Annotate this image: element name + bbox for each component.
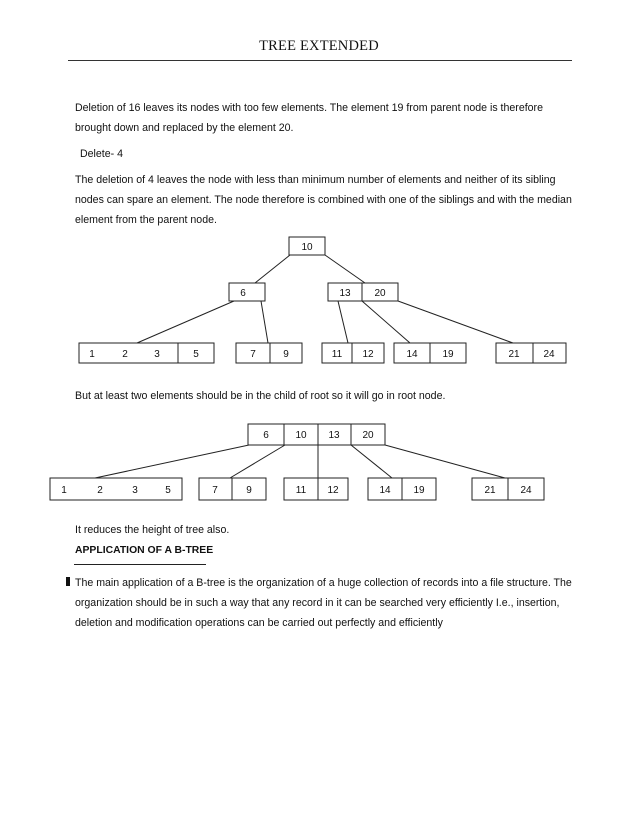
tree2-leaf-11-12 — [284, 478, 348, 500]
tree1-node-13-20 — [328, 283, 398, 301]
paragraph-height-reduction: It reduces the height of tree also. — [75, 524, 230, 536]
tree1-leaf-key-24: 24 — [543, 349, 555, 360]
tree2-leaf-1-2-3-5 — [50, 478, 182, 500]
tree1-leaf-key-1: 1 — [89, 349, 95, 360]
tree2-edge-leaf2 — [230, 445, 285, 478]
tree1-root-key: 10 — [301, 242, 313, 253]
tree2-edge-leaf5 — [385, 445, 505, 478]
tree1-leaf-7-9 — [236, 343, 302, 363]
tree1-leaf-key-3: 3 — [154, 349, 160, 360]
tree2-leaf-key-11: 11 — [295, 485, 307, 496]
bullet-marker-icon — [66, 577, 70, 586]
btree-diagram-1 — [0, 230, 638, 370]
tree2-root-key-10: 10 — [295, 430, 307, 441]
tree2-edge-leaf1 — [95, 445, 249, 478]
tree2-leaf-key-3: 3 — [132, 485, 138, 496]
tree2-leaf-key-9: 9 — [246, 485, 252, 496]
tree1-leaf-key-5: 5 — [193, 349, 199, 360]
tree2-leaf-key-1: 1 — [61, 485, 67, 496]
tree1-node-key-20: 20 — [374, 288, 386, 299]
application-paragraph: The main application of a B-tree is the organization of a huge collection of records into a file structure. The organization should be in such a way that any record in it can be searched very efficiently I.e., insertion, deletion and modification operations can be carried out perfectly and efficiently — [75, 577, 572, 629]
tree1-node-6-key: 6 — [240, 288, 246, 299]
paragraph-delete-4: Delete- 4 — [80, 148, 123, 160]
tree1-leaf-key-2: 2 — [122, 349, 128, 360]
tree2-leaf-7-9 — [199, 478, 266, 500]
tree1-leaf-1-2-3-5 — [79, 343, 214, 363]
paragraph-deletion-4-explanation: The deletion of 4 leaves the node with less than minimum number of elements and neither of its sibling nodes can spare an element. The node therefore is combined with one of the siblings and with the median element from the parent node. — [75, 174, 572, 226]
tree1-edge-13-leaf3 — [338, 301, 348, 343]
tree2-leaf-key-21: 21 — [484, 485, 496, 496]
tree1-leaf-key-12: 12 — [362, 349, 374, 360]
tree1-edge-root-right — [325, 255, 365, 283]
tree2-leaf-key-5: 5 — [165, 485, 171, 496]
tree1-leaf-key-19: 19 — [442, 349, 454, 360]
tree1-leaf-11-12 — [322, 343, 384, 363]
application-heading: APPLICATION OF A B-TREE — [75, 545, 214, 556]
tree2-root-key-13: 13 — [328, 430, 340, 441]
tree1-edge-root-left — [255, 255, 290, 283]
paragraph-root-merge: But at least two elements should be in the child of root so it will go in root node. — [75, 390, 446, 402]
tree1-leaf-14-19 — [394, 343, 466, 363]
application-heading-rule — [74, 564, 206, 565]
tree1-edge-20-leaf4 — [362, 301, 410, 343]
tree1-leaf-key-9: 9 — [283, 349, 289, 360]
tree1-leaf-21-24 — [496, 343, 566, 363]
tree2-leaf-21-24 — [472, 478, 544, 500]
tree2-root-key-6: 6 — [263, 430, 269, 441]
tree1-edge-20-leaf5 — [398, 301, 513, 343]
tree1-leaf-key-21: 21 — [508, 349, 520, 360]
tree1-root-node — [289, 237, 325, 255]
tree2-root-node — [248, 424, 385, 445]
header-rule — [68, 60, 572, 61]
tree2-leaf-key-7: 7 — [212, 485, 218, 496]
tree1-edge-6-leaf1 — [137, 301, 234, 343]
tree1-edge-6-leaf2 — [261, 301, 268, 343]
tree2-leaf-key-14: 14 — [379, 485, 391, 496]
tree2-leaf-key-19: 19 — [413, 485, 425, 496]
paragraph-deletion-16: Deletion of 16 leaves its nodes with too few elements. The element 19 from parent node is therefore brought down and replaced by the element 20. — [75, 102, 543, 134]
page-header-title: TREE EXTENDED — [259, 38, 379, 54]
tree2-leaf-key-12: 12 — [327, 485, 339, 496]
tree2-leaf-key-24: 24 — [520, 485, 532, 496]
tree2-leaf-14-19 — [368, 478, 436, 500]
tree2-edge-leaf4 — [351, 445, 392, 478]
tree1-leaf-key-7: 7 — [250, 349, 256, 360]
tree1-leaf-key-11: 11 — [331, 349, 343, 360]
tree1-leaf-key-14: 14 — [406, 349, 418, 360]
tree2-root-key-20: 20 — [362, 430, 374, 441]
tree1-node-key-13: 13 — [339, 288, 351, 299]
btree-diagram-2 — [0, 420, 638, 510]
tree2-leaf-key-2: 2 — [97, 485, 103, 496]
tree1-node-6 — [229, 283, 265, 301]
